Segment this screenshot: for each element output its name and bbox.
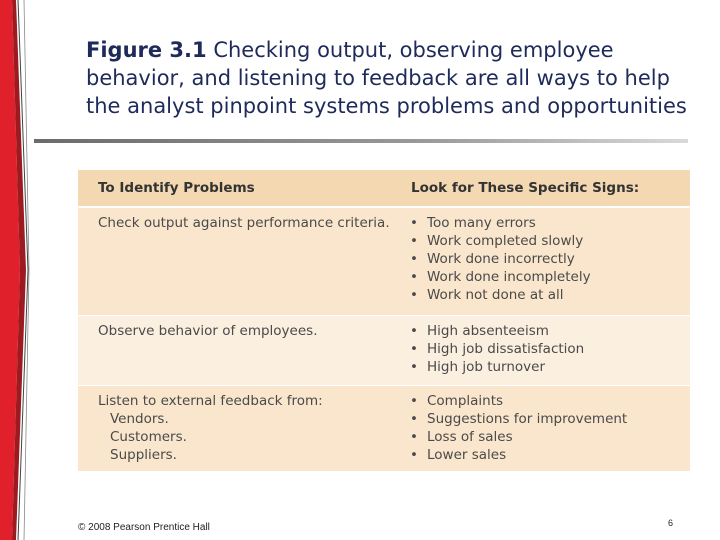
left-decorative-stripe xyxy=(0,0,30,540)
figure-label: Figure 3.1 xyxy=(86,38,207,62)
method-text: Check output against performance criteria. xyxy=(98,215,390,231)
table-row xyxy=(78,386,690,472)
list-item: • Work done incompletely xyxy=(410,268,591,286)
method-subitem: Vendors. xyxy=(110,411,169,427)
stripe-pattern xyxy=(0,0,30,540)
signs-list xyxy=(410,392,627,464)
list-item: • Suggestions for improvement xyxy=(410,410,627,428)
header-specific-signs: Look for These Specific Signs: xyxy=(411,180,640,196)
list-item: • High absenteeism xyxy=(410,322,584,340)
copyright-notice: © 2008 Pearson Prentice Hall xyxy=(78,522,210,533)
list-item: • Loss of sales xyxy=(410,428,627,446)
list-item: • High job turnover xyxy=(410,358,584,376)
signs-list xyxy=(410,322,584,376)
list-item: • Too many errors xyxy=(410,214,591,232)
slide-title xyxy=(86,36,706,120)
list-item: • Work completed slowly xyxy=(410,232,591,250)
table-header xyxy=(78,170,690,208)
row-method xyxy=(98,322,317,340)
list-item: • Lower sales xyxy=(410,446,627,464)
table-row xyxy=(78,316,690,386)
header-identify-problems: To Identify Problems xyxy=(98,180,255,196)
method-text: Observe behavior of employees. xyxy=(98,323,318,339)
method-subitem: Customers. xyxy=(110,429,187,445)
figure-caption: Checking output, observing employee behavior, and listening to feedback are all ways to help the analyst pinpoint systems problems and opportunities xyxy=(86,38,687,118)
method-text: Listen to external feedback from: xyxy=(98,393,323,409)
list-item: • High job dissatisfaction xyxy=(410,340,584,358)
title-divider xyxy=(34,139,688,143)
row-method xyxy=(98,392,323,464)
page-number: 6 xyxy=(668,518,674,528)
list-item: • Work done incorrectly xyxy=(410,250,591,268)
method-subitem: Suppliers. xyxy=(110,447,177,463)
signs-list xyxy=(410,214,591,304)
list-item: • Complaints xyxy=(410,392,627,410)
list-item: • Work not done at all xyxy=(410,286,591,304)
row-method xyxy=(98,214,390,232)
problem-signs-table xyxy=(78,170,690,472)
table-row xyxy=(78,208,690,316)
